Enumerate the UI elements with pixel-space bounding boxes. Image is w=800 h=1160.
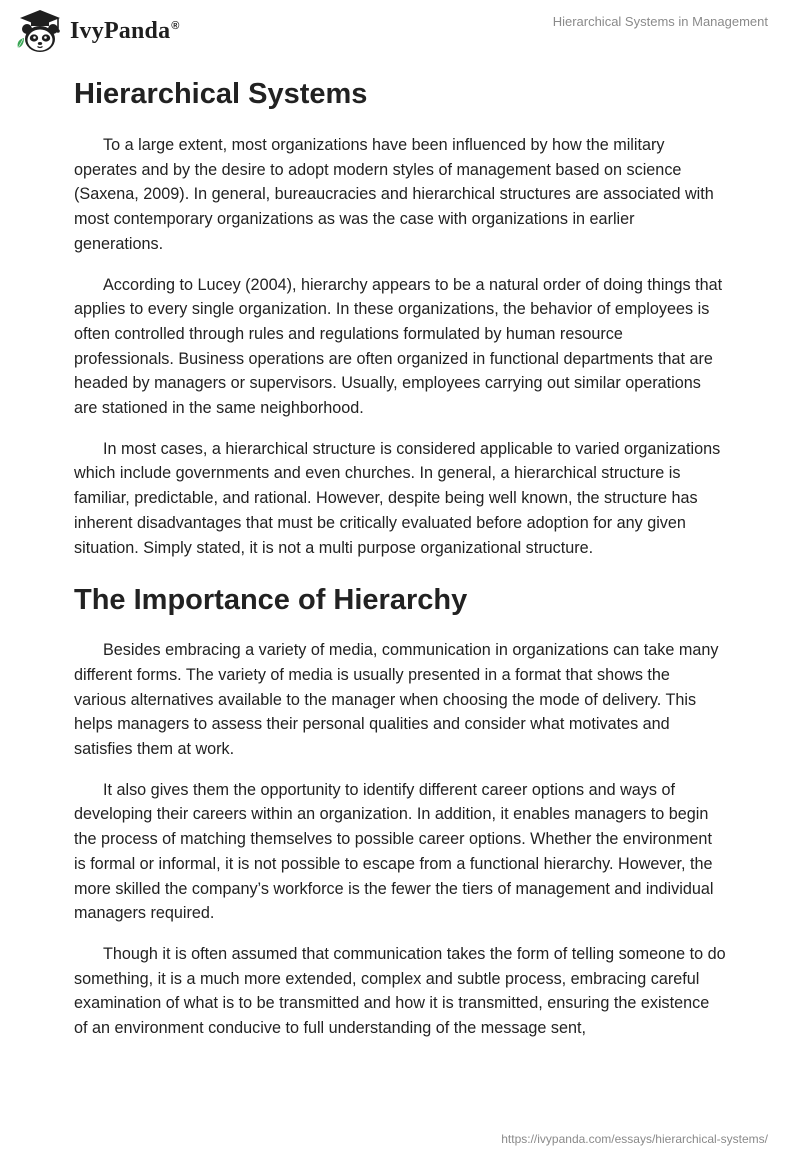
paragraph: To a large extent, most organizations have been influenced by how the military operates and by the desire to adopt modern styles of management based on science (Saxena, 2009). In general, bureaucracies and hierarchical structures are associated with most contemporary organizations as was the case with organizations in earlier generations. <box>74 136 714 253</box>
panda-graduate-icon <box>14 8 66 54</box>
paragraph: In most cases, a hierarchical structure is considered applicable to varied organizations which include governments and even churches. In general, a hierarchical structure is familiar, predictable, and rational. However, despite being well known, the structure has inherent disadvantages that must be critically evaluated before adoption for any given situation. Simply stated, it is not a multi purpose organizational structure. <box>74 439 721 557</box>
logo-text: IvyPanda® <box>70 17 180 44</box>
paragraph: It also gives them the opportunity to identify different career options and ways of developing their careers within an organization. In addition, it enables managers to begin the process of matching themselves to possible career options. Whether the environment is formal or informal, it is not possible to escape from a functional hierarchy. However, the more skilled the company’s workforce is the fewer the tiers of management and individual managers required. <box>74 780 714 923</box>
paragraph: According to Lucey (2004), hierarchy appears to be a natural order of doing things that applies to every single organization. In these organizations, the behavior of employees is often controlled through rules and regulations formulated by human resource professionals. Business operations are often organized in functional departments that are headed by managers or supervisors. Usually, employees carrying out similar operations are stationed in the same neighborhood. <box>74 275 723 418</box>
section-heading-hierarchical-systems: Hierarchical Systems <box>74 78 368 110</box>
source-url[interactable]: https://ivypanda.com/essays/hierarchical-systems/ <box>501 1132 768 1146</box>
paragraph: Besides embracing a variety of media, communication in organizations can take many different forms. The variety of media is usually presented in a format that shows the various alternatives available to the manager when choosing the mode of delivery. This helps managers to assess their personal qualities and consider what motivates and satisfies them at work. <box>74 641 719 759</box>
essay-content <box>74 72 726 1057</box>
section-heading-importance-of-hierarchy: The Importance of Hierarchy <box>74 584 468 617</box>
ivypanda-logo[interactable] <box>14 8 180 54</box>
page-header <box>0 0 800 64</box>
paragraph: Though it is often assumed that communication takes the form of telling someone to do something, it is a much more extended, complex and subtle process, embracing careful examination of what is to be transmitted and how it is transmitted, ensuring the existence of an environment conducive to full understanding of the message sent, <box>74 944 726 1038</box>
document-title: Hierarchical Systems in Management <box>552 14 768 29</box>
registered-mark: ® <box>171 19 180 32</box>
